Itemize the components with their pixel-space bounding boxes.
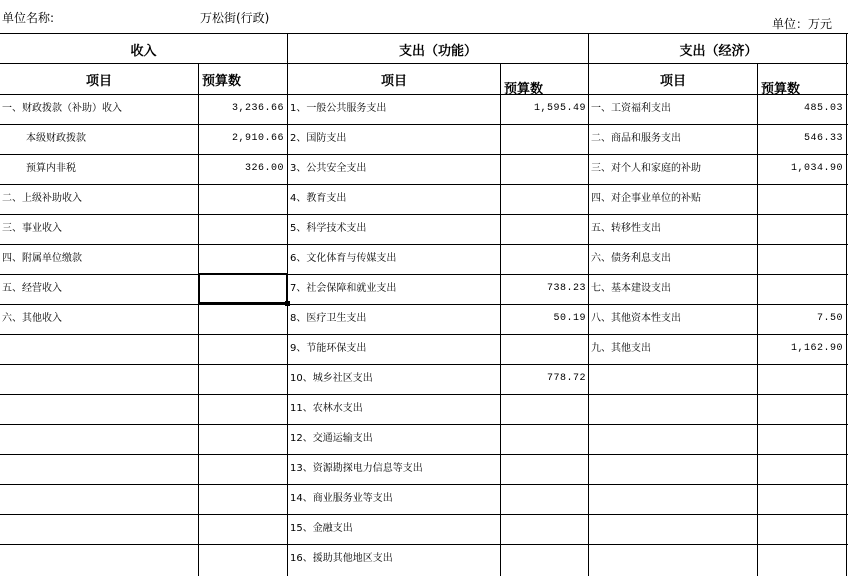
economic-budget: 546.33 xyxy=(803,133,843,144)
economic-item: 五、转移性支出 xyxy=(591,223,661,234)
income-split xyxy=(198,63,199,576)
economic-item-header: 项目 xyxy=(659,74,686,89)
income-item-header: 项目 xyxy=(85,74,112,89)
function-item: 12、交通运输支出 xyxy=(290,433,373,444)
function-budget-header: 预算数 xyxy=(504,82,544,97)
economic-budget xyxy=(759,274,843,304)
function-item: 9、节能环保支出 xyxy=(290,343,367,354)
economic-item: 一、工资福利支出 xyxy=(591,103,671,114)
economic-item: 八、其他资本性支出 xyxy=(591,313,681,324)
unit-name-value: 万松街(行政) xyxy=(200,11,270,25)
income-budget: 3,236.66 xyxy=(231,103,284,114)
economic-budget xyxy=(759,244,843,274)
function-item: 5、科学技术支出 xyxy=(290,223,367,234)
income-budget xyxy=(200,184,284,214)
income-item: 二、上级补助收入 xyxy=(2,193,82,204)
income-budget xyxy=(200,214,284,244)
function-item: 15、金融支出 xyxy=(290,523,353,534)
income-item: 六、其他收入 xyxy=(2,313,62,324)
function-budget: 50.19 xyxy=(553,313,586,324)
section-header-border xyxy=(0,63,848,64)
income-item: 本级财政拨款 xyxy=(26,133,86,144)
income-budget-header: 预算数 xyxy=(202,74,242,89)
selected-cell[interactable] xyxy=(198,273,288,304)
economic-item: 四、对企事业单位的补贴 xyxy=(591,193,701,204)
income-item: 三、事业收入 xyxy=(2,223,62,234)
economic-budget xyxy=(759,184,843,214)
function-item: 16、援助其他地区支出 xyxy=(290,553,393,564)
economic-split xyxy=(757,63,758,576)
section-divider-2 xyxy=(588,33,589,576)
function-budget xyxy=(502,334,586,364)
section-expense-function: 支出（功能） xyxy=(398,44,477,59)
economic-budget: 485.03 xyxy=(803,103,843,114)
economic-budget: 1,034.90 xyxy=(790,163,843,174)
function-item: 2、国防支出 xyxy=(290,133,347,144)
economic-budget xyxy=(759,214,843,244)
function-budget xyxy=(502,154,586,184)
income-item: 四、附属单位缴款 xyxy=(2,253,82,264)
function-item: 4、教育支出 xyxy=(290,193,347,204)
function-item: 8、医疗卫生支出 xyxy=(290,313,367,324)
section-expense-economic: 支出（经济） xyxy=(679,44,758,59)
economic-budget: 1,162.90 xyxy=(790,343,843,354)
function-item: 7、社会保障和就业支出 xyxy=(290,283,397,294)
table-top-border xyxy=(0,33,848,34)
economic-item: 二、商品和服务支出 xyxy=(591,133,681,144)
function-item-header: 项目 xyxy=(380,74,407,89)
income-budget: 2,910.66 xyxy=(231,133,284,144)
function-budget xyxy=(502,394,586,424)
function-budget xyxy=(502,454,586,484)
economic-item: 九、其他支出 xyxy=(591,343,651,354)
economic-item: 七、基本建设支出 xyxy=(591,283,671,294)
economic-item: 六、债务利息支出 xyxy=(591,253,671,264)
currency-unit: 单位：万元 xyxy=(772,17,833,31)
fill-handle[interactable] xyxy=(285,301,290,306)
function-budget xyxy=(502,424,586,454)
economic-item: 三、对个人和家庭的补助 xyxy=(591,163,701,174)
economic-budget-header: 预算数 xyxy=(761,82,801,97)
function-budget xyxy=(502,244,586,274)
economic-budget: 7.50 xyxy=(816,313,843,324)
income-budget xyxy=(200,304,284,334)
section-income: 收入 xyxy=(130,44,157,59)
function-item: 3、公共安全支出 xyxy=(290,163,367,174)
function-item: 14、商业服务业等支出 xyxy=(290,493,393,504)
income-item: 五、经营收入 xyxy=(2,283,62,294)
function-item: 11、农林水支出 xyxy=(290,403,363,414)
function-item: 6、文化体育与传媒支出 xyxy=(290,253,397,264)
income-item: 预算内非税 xyxy=(26,163,76,174)
income-budget xyxy=(200,244,284,274)
function-budget xyxy=(502,484,586,514)
function-budget xyxy=(502,514,586,544)
function-budget xyxy=(502,214,586,244)
function-budget: 738.23 xyxy=(546,283,586,294)
function-budget xyxy=(502,184,586,214)
function-item: 10、城乡社区支出 xyxy=(290,373,373,384)
function-budget: 1,595.49 xyxy=(533,103,586,114)
function-item: 1、一般公共服务支出 xyxy=(290,103,387,114)
function-item: 13、资源勘探电力信息等支出 xyxy=(290,463,423,474)
table-right-border xyxy=(846,33,847,576)
function-budget xyxy=(502,124,586,154)
income-budget: 326.00 xyxy=(244,163,284,174)
function-budget xyxy=(502,544,586,574)
function-budget: 778.72 xyxy=(546,373,586,384)
function-split xyxy=(500,63,501,576)
unit-name-label: 单位名称: xyxy=(2,11,55,25)
income-item: 一、财政拨款（补助）收入 xyxy=(2,103,122,114)
